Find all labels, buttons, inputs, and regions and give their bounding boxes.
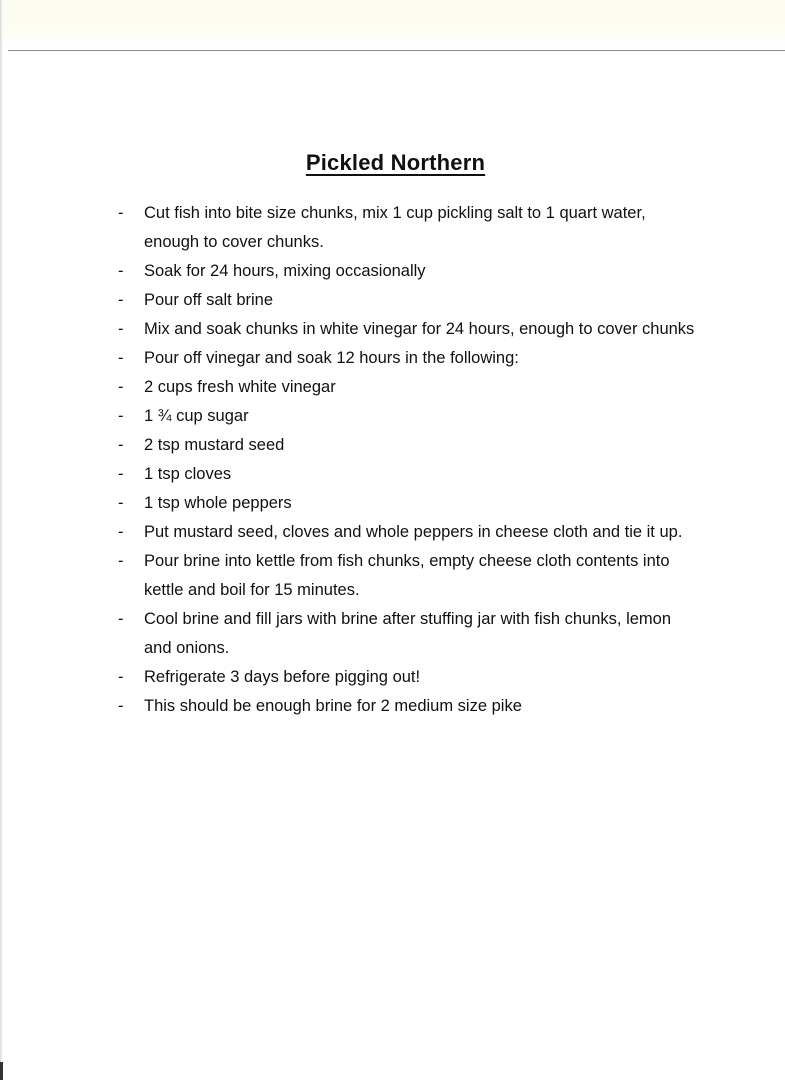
- list-item: [118, 547, 698, 605]
- list-item-text: This should be enough brine for 2 medium size pike: [144, 697, 522, 715]
- bullet-dash: -: [118, 610, 124, 628]
- bullet-dash: -: [118, 523, 124, 541]
- list-item: [118, 663, 698, 692]
- list-item-text: Cut fish into bite size chunks, mix 1 cup pickling salt to 1 quart water, enough to cover chunks.: [144, 204, 646, 251]
- list-item: [118, 692, 698, 721]
- list-item: [118, 460, 698, 489]
- list-item: [118, 344, 698, 373]
- list-item: [118, 373, 698, 402]
- recipe-steps-list: [118, 199, 698, 721]
- list-item: [118, 257, 698, 286]
- bullet-dash: -: [118, 204, 124, 222]
- list-item-text: Pour brine into kettle from fish chunks, empty cheese cloth contents into kettle and boil for 15 minutes.: [144, 552, 670, 599]
- list-item-text: Mix and soak chunks in white vinegar for 24 hours, enough to cover chunks: [144, 320, 695, 338]
- list-item: [118, 518, 698, 547]
- bullet-dash: -: [118, 697, 124, 715]
- bullet-dash: -: [118, 436, 124, 454]
- list-item: [118, 489, 698, 518]
- list-item-text: Refrigerate 3 days before pigging out!: [144, 668, 421, 686]
- bullet-dash: -: [118, 552, 124, 570]
- bullet-dash: -: [118, 349, 124, 367]
- bullet-dash: -: [118, 465, 124, 483]
- list-item-text: Put mustard seed, cloves and whole peppers in cheese cloth and tie it up.: [144, 523, 683, 541]
- scan-top-rule: [8, 50, 785, 51]
- list-item-text: 2 tsp mustard seed: [144, 436, 285, 454]
- list-item: [118, 199, 698, 257]
- list-item: [118, 605, 698, 663]
- scan-top-shading: [0, 0, 785, 46]
- list-item-text: 1 tsp cloves: [144, 465, 232, 483]
- bullet-dash: -: [118, 407, 124, 425]
- list-item-text: 2 cups fresh white vinegar: [144, 378, 336, 396]
- bullet-dash: -: [118, 291, 124, 309]
- list-item-text: 1 tsp whole peppers: [144, 494, 292, 512]
- recipe-title: Pickled Northern: [305, 150, 486, 175]
- list-item: [118, 315, 698, 344]
- bullet-dash: -: [118, 494, 124, 512]
- list-item: [118, 286, 698, 315]
- list-item-text: Cool brine and fill jars with brine after stuffing jar with fish chunks, lemon and onions.: [144, 610, 672, 657]
- bullet-dash: -: [118, 320, 124, 338]
- list-item-text: 1 ¾ cup sugar: [144, 407, 249, 425]
- list-item-text: Soak for 24 hours, mixing occasionally: [144, 262, 426, 280]
- list-item: [118, 402, 698, 431]
- list-item-text: Pour off vinegar and soak 12 hours in the following:: [144, 349, 519, 367]
- list-item: [118, 431, 698, 460]
- bullet-dash: -: [118, 668, 124, 686]
- bullet-dash: -: [118, 378, 124, 396]
- bullet-dash: -: [118, 262, 124, 280]
- scan-left-mark: [0, 1062, 3, 1080]
- recipe-title-wrapper: [0, 150, 785, 176]
- list-item-text: Pour off salt brine: [144, 291, 274, 309]
